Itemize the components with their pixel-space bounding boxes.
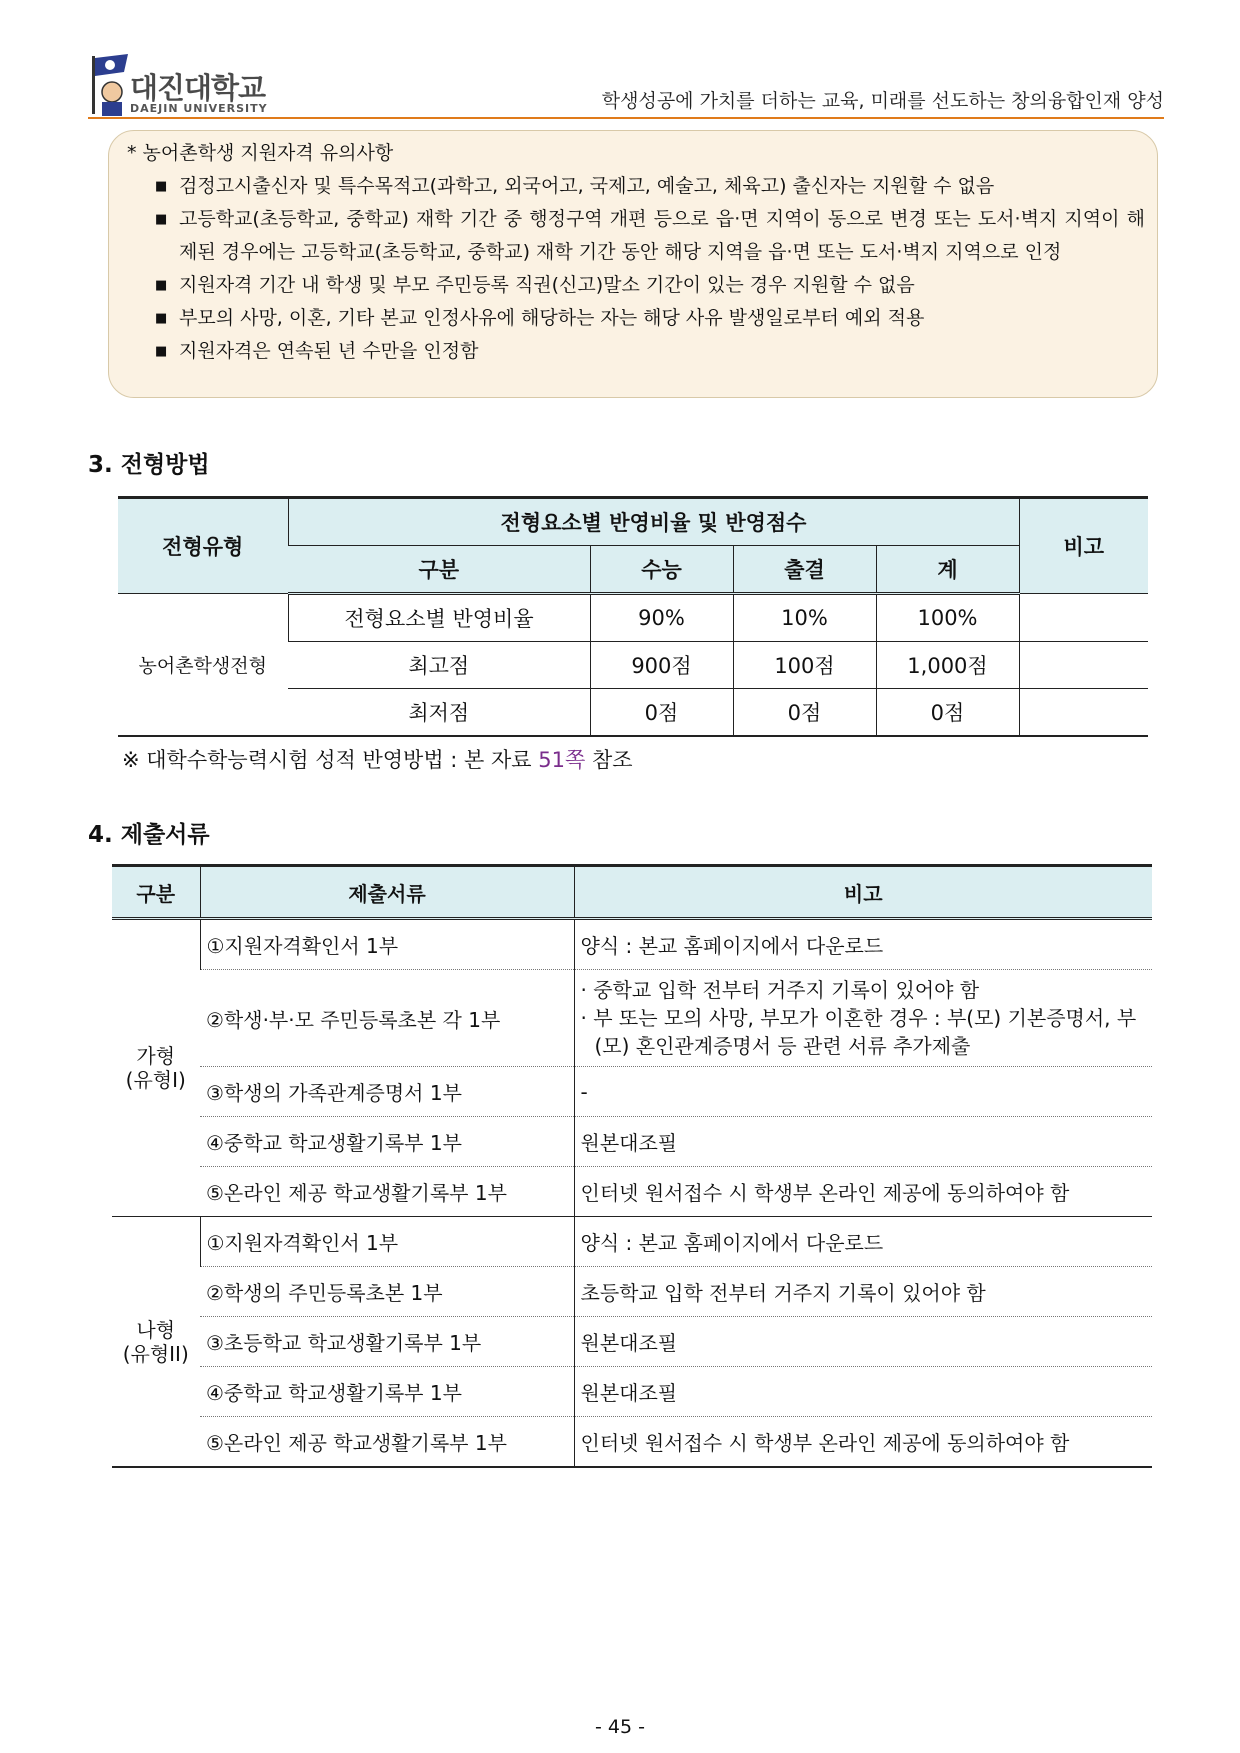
cell-note [1019,689,1148,737]
header-note: 비고 [574,866,1152,919]
group-label-sub: (유형II) [122,1341,189,1366]
cell-suneung: 0점 [590,689,733,737]
notice-item: ■ 고등학교(초등학교, 중학교) 재학 기간 중 행정구역 개편 등으로 읍·면 지역이 동으로 변경 또는 도서·벽지 지역이 해제된 경우에는 고등학교(초등학교, 중학교) 재학 기간 동안 해당 지역을 읍·면 또는 도서·벽지 지역으로 인정 [155,203,1145,269]
document-name: ②학생·부·모 주민등록초본 각 1부 [200,970,574,1067]
group-label-sub: (유형I) [125,1068,186,1092]
header-category: 구분 [288,546,590,594]
type-cell: 농어촌학생전형 [118,594,288,737]
logo-name: 대진대학교 [130,71,266,105]
cell-total: 0점 [876,689,1019,737]
document-name: ⑤온라인 제공 학교생활기록부 1부 [200,1417,574,1468]
page-number: - 45 - [595,1716,645,1738]
cell-attendance: 10% [733,594,876,642]
header-category: 구분 [112,866,200,919]
cell-note [1019,594,1148,642]
header-group: 전형요소별 반영비율 및 반영점수 [288,498,1019,546]
document-name: ④중학교 학교생활기록부 1부 [200,1367,574,1417]
note-prefix: ※ 대학수학능력시험 성적 반영방법 : 본 자료 [122,748,539,772]
header-slogan: 학생성공에 가치를 더하는 교육, 미래를 선도하는 창의융합인재 양성 [601,90,1164,112]
cell-total: 1,000점 [876,642,1019,689]
row-label: 최저점 [288,689,590,737]
document-note: 양식 : 본교 홈페이지에서 다운로드 [574,1217,1152,1267]
notice-list [155,170,1145,368]
note-suffix: 참조 [585,748,633,772]
group-label [112,1217,200,1468]
document-name: ①지원자격확인서 1부 [200,1217,574,1267]
document-note: 인터넷 원서접수 시 학생부 온라인 제공에 동의하여야 함 [574,1417,1152,1468]
document-note: - [574,1067,1152,1117]
score-method-note [122,744,633,774]
header-divider [88,117,1164,119]
document-note: 양식 : 본교 홈페이지에서 다운로드 [574,919,1152,970]
document-note: 원본대조필 [574,1367,1152,1417]
cell-suneung: 900점 [590,642,733,689]
page-header [88,52,1164,118]
documents-table [112,864,1152,1468]
note-line: · 중학교 입학 전부터 거주지 기록이 있어야 함 [580,978,980,1002]
document-note [574,970,1152,1067]
document-name: ③학생의 가족관계증명서 1부 [200,1067,574,1117]
cell-attendance: 100점 [733,642,876,689]
document-name: ③초등학교 학교생활기록부 1부 [200,1317,574,1367]
group-label-main: 가형 [136,1044,176,1068]
notice-item: ■ 지원자격 기간 내 학생 및 부모 주민등록 직권(신고)말소 기간이 있는 경우 지원할 수 없음 [155,269,1145,302]
document-name: ⑤온라인 제공 학교생활기록부 1부 [200,1167,574,1217]
header-documents: 제출서류 [200,866,574,919]
notice-box [108,130,1158,398]
notice-item: ■ 지원자격은 연속된 년 수만을 인정함 [155,335,1145,368]
document-note: 원본대조필 [574,1317,1152,1367]
group-label [112,919,200,1217]
header-suneung: 수능 [590,546,733,594]
row-label: 전형요소별 반영비율 [288,594,590,642]
header-attendance: 출결 [733,546,876,594]
notice-item: ■ 부모의 사망, 이혼, 기타 본교 인정사유에 해당하는 자는 해당 사유 발생일로부터 예외 적용 [155,302,1145,335]
header-total: 계 [876,546,1019,594]
section-title-documents: 4. 제출서류 [88,822,210,848]
note-page-ref: 51쪽 [538,748,586,772]
cell-attendance: 0점 [733,689,876,737]
document-name: ①지원자격확인서 1부 [200,919,574,970]
logo-english: DAEJIN UNIVERSITY [130,102,268,115]
row-label: 최고점 [288,642,590,689]
notice-item: ■ 검정고시출신자 및 특수목적고(과학고, 외국어고, 국제고, 예술고, 체육고) 출신자는 지원할 수 없음 [155,170,1145,203]
document-name: ④중학교 학교생활기록부 1부 [200,1117,574,1167]
header-note: 비고 [1019,498,1148,594]
note-line: · 부 또는 모의 사망, 부모가 이혼한 경우 : 부(모) 기본증명서, 부(모) 혼인관계증명서 등 관련 서류 추가제출 [580,1006,1137,1058]
document-note: 초등학교 입학 전부터 거주지 기록이 있어야 함 [574,1267,1152,1317]
document-name: ②학생의 주민등록초본 1부 [200,1267,574,1317]
cell-suneung: 90% [590,594,733,642]
notice-title: * 농어촌학생 지원자격 유의사항 [127,142,394,164]
section-title-selection-method: 3. 전형방법 [88,452,210,478]
group-label-main: 나형 [136,1317,176,1342]
cell-note [1019,642,1148,689]
document-note: 원본대조필 [574,1117,1152,1167]
cell-total: 100% [876,594,1019,642]
selection-method-table [118,496,1148,737]
document-note: 인터넷 원서접수 시 학생부 온라인 제공에 동의하여야 함 [574,1167,1152,1217]
mascot-flag-icon [88,52,132,118]
university-logo [88,52,308,118]
header-type: 전형유형 [118,498,288,594]
